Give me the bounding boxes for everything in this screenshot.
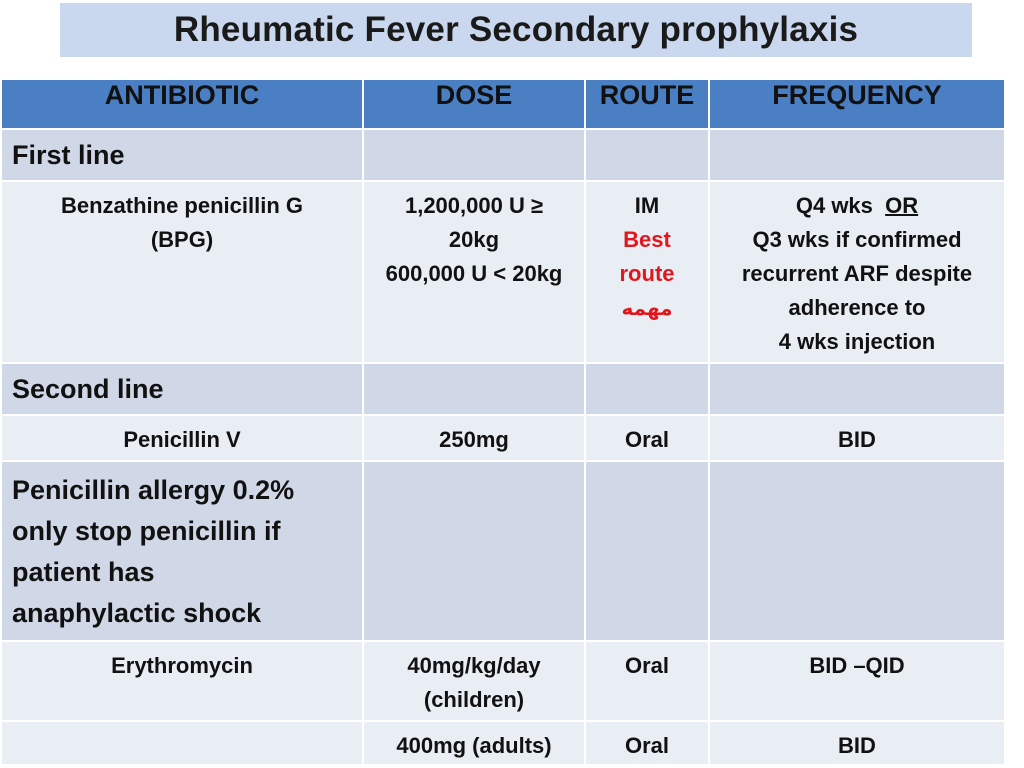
allergy-line2: only stop penicillin if bbox=[12, 516, 281, 546]
bpg-freq-line1 bbox=[710, 189, 1004, 223]
table-row-bpg bbox=[1, 181, 1005, 363]
table-row-penicillin-v bbox=[1, 415, 1005, 461]
empty-cell bbox=[709, 363, 1005, 415]
header-dose: DOSE bbox=[363, 79, 585, 129]
cell-dose-bpg bbox=[363, 181, 585, 363]
section-label-first-line: First line bbox=[1, 129, 363, 181]
allergy-line1: Penicillin allergy 0.2% bbox=[12, 475, 295, 505]
table-row-erythromycin-adults bbox=[1, 721, 1005, 765]
bpg-route-note-line2: route bbox=[619, 261, 675, 286]
allergy-note bbox=[1, 461, 363, 641]
empty-cell bbox=[585, 129, 709, 181]
cell-frequency-bpg bbox=[709, 181, 1005, 363]
prophylaxis-table bbox=[0, 78, 1006, 766]
empty-cell bbox=[709, 461, 1005, 641]
table-row-erythromycin bbox=[1, 641, 1005, 721]
cell-route-penicillin-v: Oral bbox=[585, 415, 709, 461]
bpg-freq-line3: recurrent ARF despite bbox=[741, 261, 973, 286]
cell-dose-adults: 400mg (adults) bbox=[363, 721, 585, 765]
bpg-dose-line1: 1,200,000 U ≥ bbox=[404, 193, 544, 218]
cell-dose-penicillin-v: 250mg bbox=[363, 415, 585, 461]
bpg-name-line2: (BPG) bbox=[150, 227, 214, 252]
cell-antibiotic-penicillin-v: Penicillin V bbox=[1, 415, 363, 461]
header-antibiotic: ANTIBIOTIC bbox=[1, 79, 363, 129]
erythromycin-dose-line2: (children) bbox=[423, 687, 525, 712]
bpg-freq-q4: Q4 wks bbox=[795, 193, 873, 218]
empty-cell bbox=[363, 461, 585, 641]
cell-dose-erythromycin bbox=[363, 641, 585, 721]
table-header-row bbox=[1, 79, 1005, 129]
bpg-freq-line2: Q3 wks if confirmed bbox=[752, 227, 962, 252]
cell-frequency-adults: BID bbox=[709, 721, 1005, 765]
erythromycin-dose-line1: 40mg/kg/day bbox=[407, 653, 541, 678]
cell-frequency-penicillin-v: BID bbox=[709, 415, 1005, 461]
section-row-second-line bbox=[1, 363, 1005, 415]
cell-route-erythromycin: Oral bbox=[585, 641, 709, 721]
header-route: ROUTE bbox=[585, 79, 709, 129]
empty-cell bbox=[363, 363, 585, 415]
bpg-route-note-arabic: مهمه bbox=[621, 296, 673, 320]
empty-cell bbox=[1, 721, 363, 765]
bpg-dose-line3: 600,000 U < 20kg bbox=[385, 261, 563, 286]
cell-route-bpg bbox=[585, 181, 709, 363]
bpg-route-note-line1: Best bbox=[623, 227, 671, 252]
cell-antibiotic-bpg bbox=[1, 181, 363, 363]
empty-cell bbox=[709, 129, 1005, 181]
section-label-second-line: Second line bbox=[1, 363, 363, 415]
allergy-line4: anaphylactic shock bbox=[12, 598, 262, 628]
empty-cell bbox=[585, 461, 709, 641]
bpg-freq-line4: adherence to bbox=[788, 295, 926, 320]
bpg-freq-or: OR bbox=[885, 193, 919, 218]
header-frequency: FREQUENCY bbox=[709, 79, 1005, 129]
title-banner bbox=[60, 3, 972, 57]
allergy-line3: patient has bbox=[12, 557, 155, 587]
cell-frequency-erythromycin: BID –QID bbox=[709, 641, 1005, 721]
bpg-freq-line5: 4 wks injection bbox=[778, 329, 936, 354]
page-title: Rheumatic Fever Secondary prophylaxis bbox=[173, 10, 859, 49]
bpg-dose-line2: 20kg bbox=[448, 227, 500, 252]
cell-route-adults: Oral bbox=[585, 721, 709, 765]
empty-cell bbox=[585, 363, 709, 415]
section-row-allergy bbox=[1, 461, 1005, 641]
bpg-name-line1: Benzathine penicillin G bbox=[60, 193, 304, 218]
section-row-first-line bbox=[1, 129, 1005, 181]
empty-cell bbox=[363, 129, 585, 181]
bpg-route-line1: IM bbox=[634, 193, 660, 218]
cell-antibiotic-erythromycin: Erythromycin bbox=[1, 641, 363, 721]
